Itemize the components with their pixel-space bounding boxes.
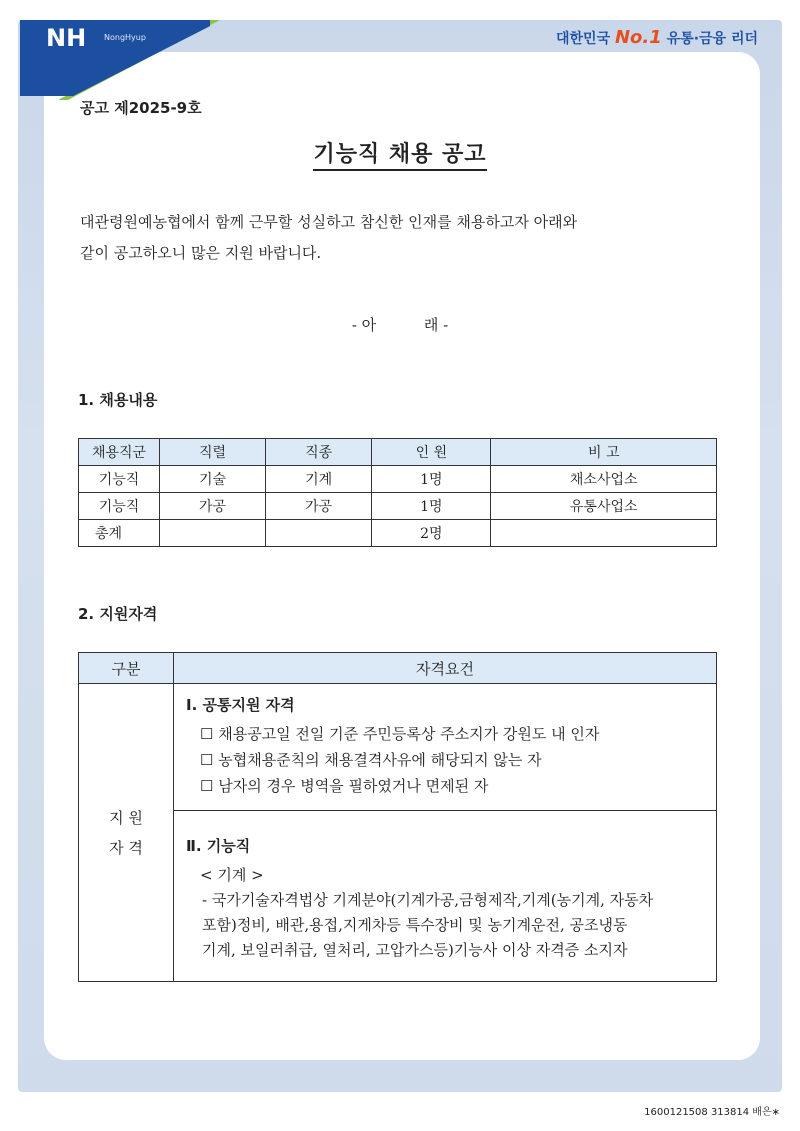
table-cell (491, 520, 717, 547)
table-row (79, 493, 717, 520)
table-row (79, 811, 717, 982)
slogan-prefix: 대한민국 (556, 31, 611, 47)
list-item: ☐ 남자의 경우 병역을 필하였거나 면제된 자 (200, 777, 489, 795)
table-cell: 유통사업소 (491, 493, 717, 520)
row-label-line-1: 지 원 (109, 808, 143, 827)
qualification-table (78, 652, 717, 982)
recruitment-table (78, 438, 717, 547)
table-header-row (79, 653, 717, 684)
footer-code: 1600121508 313814 배은∗ (644, 1107, 780, 1118)
list-item: ☐ 농협채용준칙의 채용결격사유에 해당되지 않는 자 (200, 751, 542, 769)
table-header: 구분 (79, 653, 174, 684)
table-row (79, 684, 717, 811)
requirement-line: 포함)정비, 배관,용접,지게차등 특수장비 및 농기계운전, 공조냉동 (202, 916, 628, 934)
intro-line-1: 대관령원예농협에서 함께 근무할 성실하고 참신한 인재를 채용하고자 아래와 (80, 213, 578, 231)
common-qualification-title: Ⅰ. 공통지원 자격 (186, 696, 295, 714)
table-cell: 1명 (372, 466, 491, 493)
page-title: 기능직 채용 공고 (313, 142, 486, 171)
table-cell: 총계 (79, 520, 160, 547)
notice-number: 공고 제2025-9호 (80, 99, 202, 117)
nh-logo: NH (46, 24, 87, 52)
row-label-line-2: 자 격 (109, 838, 143, 857)
table-header-row (79, 439, 717, 466)
table-cell (266, 520, 372, 547)
table-header: 인 원 (372, 439, 491, 466)
table-cell: 2명 (372, 520, 491, 547)
table-cell: 기능직 (79, 466, 160, 493)
row-label (79, 684, 174, 982)
table-cell: 가공 (160, 493, 266, 520)
table-cell: 채소사업소 (491, 466, 717, 493)
list-item: ☐ 채용공고일 전일 기준 주민등록상 주소지가 강원도 내 인자 (200, 725, 600, 743)
table-row-total (79, 520, 717, 547)
requirement-line: 기계, 보일러취급, 열처리, 고압가스등)기능사 이상 자격증 소지자 (202, 941, 628, 959)
requirement-line: - 국가기술자격법상 기계분야(기계가공,금형제작,기계(농기계, 자동차 (202, 891, 654, 909)
common-qualification-cell (174, 684, 717, 811)
section2-heading: 2. 지원자격 (78, 605, 158, 623)
slogan-suffix: 유통·금융 리더 (666, 31, 758, 47)
table-header: 직종 (266, 439, 372, 466)
below-heading: - 아 래 - (351, 316, 449, 334)
table-row (79, 466, 717, 493)
table-cell: 기능직 (79, 493, 160, 520)
table-cell: 가공 (266, 493, 372, 520)
table-header: 자격요건 (174, 653, 717, 684)
slogan-no1: No.1 (614, 27, 662, 48)
slogan (556, 27, 758, 48)
nh-logo-sub: NongHyup (104, 33, 146, 42)
table-cell: 기술 (160, 466, 266, 493)
section1-heading: 1. 채용내용 (78, 391, 158, 409)
intro-paragraph (80, 207, 720, 269)
table-cell (160, 520, 266, 547)
table-header: 직렬 (160, 439, 266, 466)
intro-line-2: 같이 공고하오니 많은 지원 바랍니다. (80, 244, 322, 262)
technical-subheading: < 기계 > (200, 866, 264, 884)
table-header: 채용직군 (79, 439, 160, 466)
table-header: 비 고 (491, 439, 717, 466)
table-cell: 기계 (266, 466, 372, 493)
page-title-wrap (0, 137, 800, 168)
table-cell: 1명 (372, 493, 491, 520)
technical-qualification-title: Ⅱ. 기능직 (186, 837, 251, 855)
technical-qualification-cell (174, 811, 717, 982)
